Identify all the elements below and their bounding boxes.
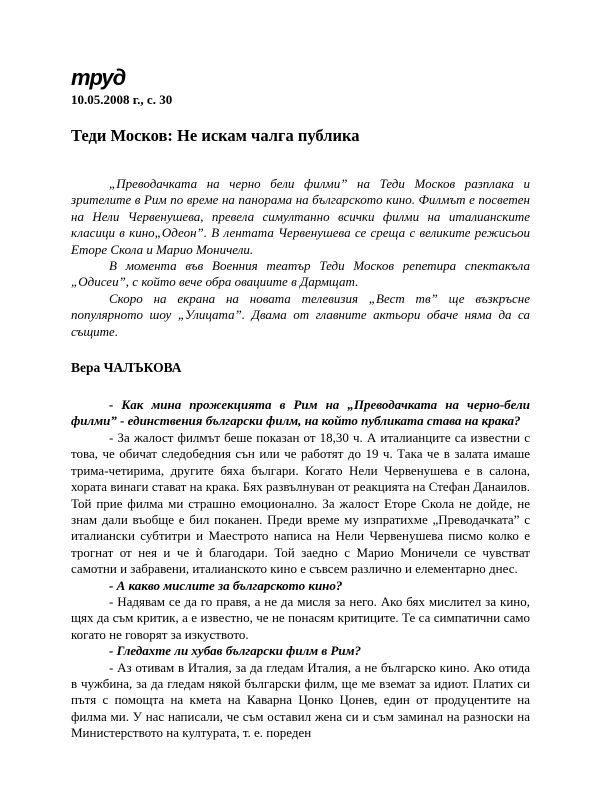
dateline: 10.05.2008 г., с. 30: [71, 92, 173, 107]
author-byline: Вера ЧАЛЪКОВА: [71, 360, 182, 376]
lead-paragraph: В момента във Военния театър Теди Москов репетира спектакъла „Одисеи”, с който вече обра овациите в Дармщат.: [71, 258, 530, 290]
interview-question: - Гледахте ли хубав български филм в Рим?: [109, 643, 362, 659]
interview-body: [71, 397, 530, 742]
article-page: [71, 64, 530, 742]
interview-answer: - Надявам се да го правя, а не да мисля за него. Ако бях мислител за кино, щях да съм критик, а е известно, че не понасям критиците. Те са симпатични само когато не говорят за изкуството.: [71, 593, 530, 642]
interview-question: - Как мина прожекцията в Рим на „Преводачката на черно-бели филми” - единствения български филм, на който публиката става на крака?: [71, 397, 530, 429]
svg-text:труд: труд: [71, 65, 126, 90]
article-lead: [71, 176, 530, 340]
interview-answer: - За жалост филмът беше показан от 18,30 ч. А италианците са известни с това, че обичат следобедния сън или че работят до 19 ч. Така че в залата имаше трима-четирима, другите бяха българи. Когато Нели Червенушева е в салона, хората винаги стават на крака. Бях развълнуван от реакцията на Стефан Данаилов. Той прие филма ми страшно емоционално. За жалост Еторе Скола не дойде, не знам дали въобще е бил поканен. Преди време му изпратихме „Преводачката” с италиански субтитри и Маестрото написа на Нели Червенушева писмо колко е трогнат от нея и че ѝ благодари. Той заедно с Марио Моничели се чувстват самотни и забравени, италианското кино е съвсем различно и елементарно днес.: [71, 429, 530, 577]
interview-answer: - Аз отивам в Италия, за да гледам Италия, а не българско кино. Ако отида в чужбина, за да гледам някой български филм, ще ме вземат за идиот. Платих си пътя с помощта на кмета на Каварна Цонко Цонев, един от продуцентите на филма ми. У нас написали, че съм оставил жена си и съм заминал на разноски на Министерството на културата, т. е. пореден: [71, 659, 530, 741]
interview-question: - А какво мислите за българското кино?: [109, 577, 343, 593]
lead-paragraph: Скоро на екрана на новата телевизия „Вест тв” ще възкръсне популярното шоу „Улицата”. Двама от главните актьори обаче няма да са същите.: [71, 290, 530, 339]
article-title: Теди Москов: Не искам чалга публика: [71, 126, 360, 145]
lead-paragraph: „Преводачката на черно бели филми” на Теди Москов разплака и зрителите в Рим по време на панорама на българското кино. Филмът е посветен на Нели Червенушева, превела симултанно всички филми на италианските класици в кино„Одеон”. В лентата Червенушева се среща с великите режисьои Еторе Скола и Марио Моничели.: [71, 176, 530, 257]
trud-logo: [71, 64, 135, 90]
